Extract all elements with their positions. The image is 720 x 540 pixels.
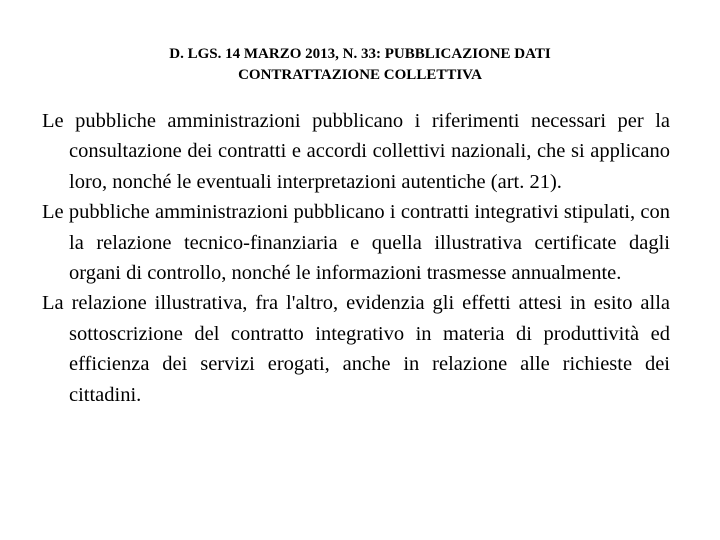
title-line-1: D. LGS. 14 MARZO 2013, N. 33: PUBBLICAZIONE DATI [169, 46, 551, 62]
paragraph-relazione-illustrativa: La relazione illustrativa, fra l'altro, evidenzia gli effetti attesi in esito alla sottoscrizione del contratto integrativo in materia di produttività ed efficienza dei servizi erogati, anche in relazione alle richieste dei cittadini. [42, 292, 670, 406]
slide-title [90, 44, 630, 86]
paragraph-riferimenti: Le pubbliche amministrazioni pubblicano i riferimenti necessari per la consultazione dei contratti e accordi collettivi nazionali, che si applicano loro, nonché le eventuali interpretazioni autentiche (art. 21). [42, 110, 670, 193]
title-line-2: CONTRATTAZIONE COLLETTIVA [238, 67, 482, 83]
body-text [42, 106, 670, 410]
paragraph-contratti-integrativi: Le pubbliche amministrazioni pubblicano i contratti integrativi stipulati, con la relazione tecnico-finanziaria e quella illustrativa certificate dagli organi di controllo, nonché le informazioni trasmesse annualmente. [42, 201, 670, 285]
